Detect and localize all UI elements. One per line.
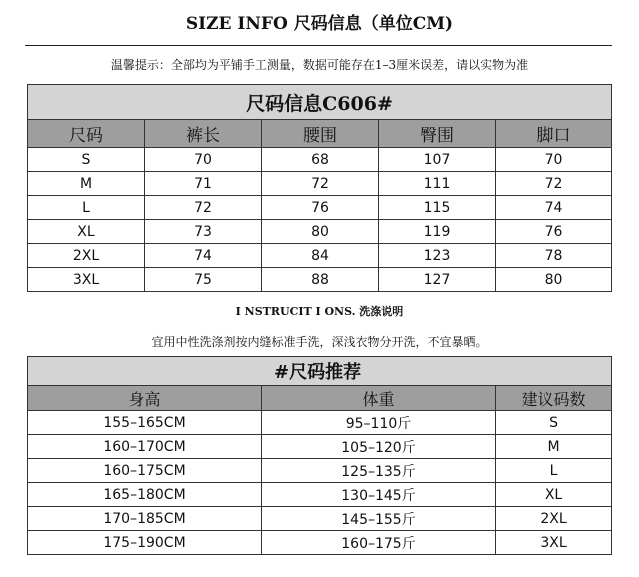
size-table-cell: 84 — [262, 244, 379, 268]
size-table-cell: 71 — [145, 172, 262, 196]
measurement-tip: 温馨提示：全部均为平铺手工测量，数据可能存在1–3厘米误差，请以实物为准 — [110, 58, 529, 72]
recommend-table-cell: 2XL — [496, 507, 612, 531]
size-table-cell: 115 — [379, 196, 496, 220]
size-table-cell: 72 — [496, 172, 612, 196]
recommend-table-cell: 145–155斤 — [262, 507, 496, 531]
size-table-cell: 119 — [379, 220, 496, 244]
recommend-table-cell: S — [496, 411, 612, 435]
recommend-table-cell: 95–110斤 — [262, 411, 496, 435]
size-table-caption: 尺码信息C606# — [28, 85, 612, 120]
table-row — [28, 459, 612, 483]
size-table-cell: 72 — [145, 196, 262, 220]
size-table-cell: 74 — [496, 196, 612, 220]
size-table-cell: 3XL — [28, 268, 145, 292]
table-row — [28, 435, 612, 459]
size-table-cell: S — [28, 148, 145, 172]
table-row — [28, 244, 612, 268]
table-row — [28, 172, 612, 196]
size-table-header-cell: 裤长 — [145, 120, 262, 148]
recommend-table-cell: 160–170CM — [28, 435, 262, 459]
recommend-table-caption: #尺码推荐 — [28, 357, 612, 386]
table-row — [28, 507, 612, 531]
table-row — [28, 220, 612, 244]
recommend-table-cell: L — [496, 459, 612, 483]
size-table-header-cell: 腰围 — [262, 120, 379, 148]
size-table-header-row — [28, 120, 612, 148]
size-table-cell: 70 — [145, 148, 262, 172]
table-row — [28, 148, 612, 172]
recommend-table-cell: 160–175斤 — [262, 531, 496, 555]
recommend-table-header-cell: 体重 — [262, 386, 496, 411]
size-recommendation-table — [27, 356, 612, 555]
title-divider — [25, 45, 612, 46]
table-row — [28, 483, 612, 507]
size-table-cell: 88 — [262, 268, 379, 292]
recommend-table-cell: 155–165CM — [28, 411, 262, 435]
size-table-cell: 107 — [379, 148, 496, 172]
table-row — [28, 196, 612, 220]
recommend-table-cell: M — [496, 435, 612, 459]
size-table-cell: 76 — [496, 220, 612, 244]
size-table-cell: 68 — [262, 148, 379, 172]
recommend-table-cell: 105–120斤 — [262, 435, 496, 459]
size-table-cell: XL — [28, 220, 145, 244]
recommend-table-cell: 165–180CM — [28, 483, 262, 507]
size-table-cell: 76 — [262, 196, 379, 220]
table-row — [28, 531, 612, 555]
size-info-table — [27, 84, 612, 292]
size-table-cell: 72 — [262, 172, 379, 196]
size-table-cell: 127 — [379, 268, 496, 292]
recommend-table-cell: 3XL — [496, 531, 612, 555]
size-table-header-cell: 脚口 — [496, 120, 612, 148]
recommend-table-cell: 175–190CM — [28, 531, 262, 555]
size-table-cell: 70 — [496, 148, 612, 172]
size-table-cell: 80 — [496, 268, 612, 292]
size-table-cell: 73 — [145, 220, 262, 244]
size-table-cell: 78 — [496, 244, 612, 268]
table-row — [28, 268, 612, 292]
recommend-table-cell: 170–185CM — [28, 507, 262, 531]
table-row — [28, 411, 612, 435]
instructions-heading: I NSTRUCIT I ONS. 洗涤说明 — [235, 305, 404, 318]
recommend-table-header-row — [28, 386, 612, 411]
recommend-table-cell: 160–175CM — [28, 459, 262, 483]
size-table-cell: 123 — [379, 244, 496, 268]
recommend-table-cell: XL — [496, 483, 612, 507]
washing-instructions: 宜用中性洗涤剂按内缝标准手洗，深浅衣物分开洗，不宜暴晒。 — [151, 335, 488, 349]
size-table-cell: 2XL — [28, 244, 145, 268]
size-table-cell: L — [28, 196, 145, 220]
recommend-table-header-cell: 建议码数 — [496, 386, 612, 411]
size-table-header-cell: 臀围 — [379, 120, 496, 148]
size-table-cell: 111 — [379, 172, 496, 196]
size-table-cell: 80 — [262, 220, 379, 244]
size-table-cell: M — [28, 172, 145, 196]
recommend-table-cell: 130–145斤 — [262, 483, 496, 507]
size-table-cell: 74 — [145, 244, 262, 268]
size-table-header-cell: 尺码 — [28, 120, 145, 148]
recommend-table-cell: 125–135斤 — [262, 459, 496, 483]
size-table-cell: 75 — [145, 268, 262, 292]
page-title: SIZE INFO 尺码信息（单位CM) — [185, 14, 454, 34]
recommend-table-header-cell: 身高 — [28, 386, 262, 411]
